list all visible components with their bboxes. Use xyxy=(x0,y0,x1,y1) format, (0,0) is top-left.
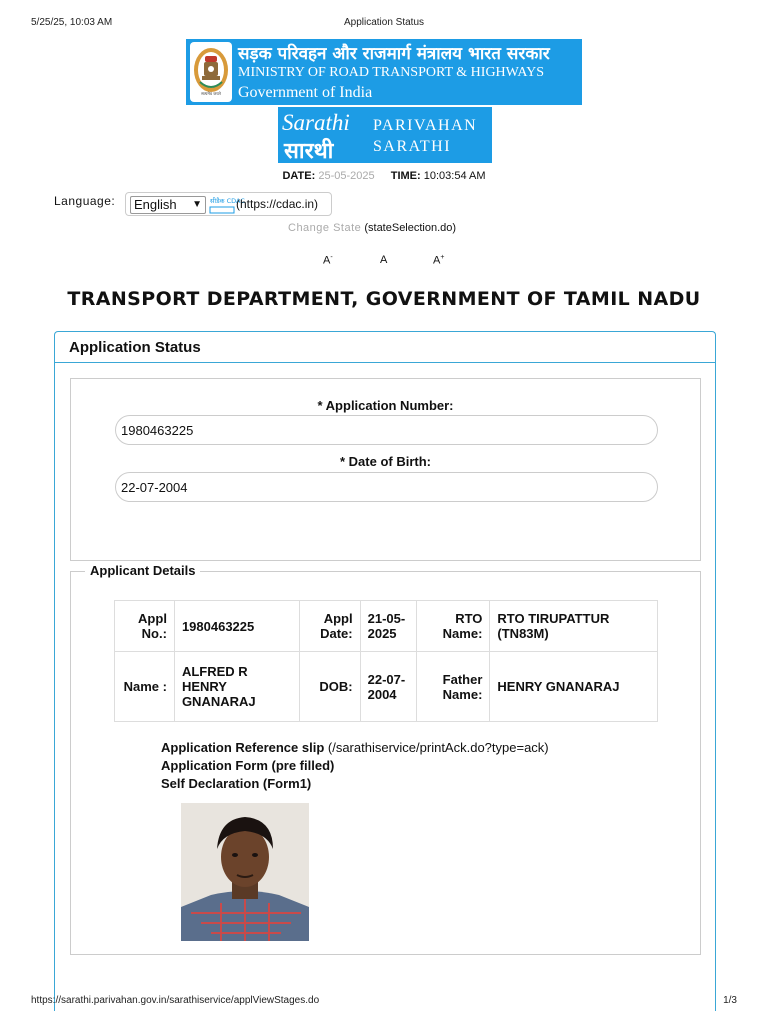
sarathi-logo-text: Sarathi xyxy=(282,110,350,135)
ministry-name: MINISTRY OF ROAD TRANSPORT & HIGHWAYS xyxy=(238,65,545,80)
application-number-label: * Application Number: xyxy=(317,398,454,413)
sarathi-line1: PARIVAHAN xyxy=(373,117,478,134)
language-selected: English xyxy=(134,197,177,212)
language-bar xyxy=(125,192,332,216)
sarathi-logo-hindi: सारथी xyxy=(284,139,334,164)
appl-date-value: 21-05-2025 xyxy=(360,601,416,652)
print-datetime: 5/25/25, 10:03 AM xyxy=(31,17,113,28)
sarathi-name xyxy=(373,115,477,157)
page-number: 1/3 xyxy=(723,995,737,1006)
panel-title: Application Status xyxy=(55,332,715,363)
print-title: Application Status xyxy=(343,17,425,28)
father-name-label: Father Name: xyxy=(416,652,490,722)
ministry-hindi-name: सड़क परिवहन और राजमार्ग मंत्रालय भारत सरकार xyxy=(238,44,550,64)
date-label: DATE: xyxy=(282,170,316,182)
national-emblem-icon xyxy=(190,42,232,102)
cdac-logo-icon[interactable] xyxy=(209,195,245,215)
language-select[interactable] xyxy=(130,196,206,214)
application-form-link[interactable]: Application Form (pre filled) xyxy=(161,758,335,773)
page-url: https://sarathi.parivahan.gov.in/sarathiservice/applViewStages.do xyxy=(31,995,320,1006)
print-footer xyxy=(31,995,737,1009)
language-label: Language: xyxy=(54,194,116,208)
chevron-down-icon: ▼ xyxy=(192,199,202,210)
search-form xyxy=(70,378,701,561)
appl-date-label: Appl Date: xyxy=(299,601,360,652)
table-row xyxy=(115,601,658,652)
dob-detail-value: 22-07-2004 xyxy=(360,652,416,722)
cdac-link[interactable]: (https://cdac.in) xyxy=(236,197,319,211)
applicant-details-table xyxy=(114,600,658,722)
emblem-motto: सत्यमेव जयते xyxy=(201,91,221,96)
name-value: ALFRED R HENRY GNANARAJ xyxy=(174,652,299,722)
application-status-panel xyxy=(54,331,716,1011)
font-size-controls xyxy=(0,254,768,268)
table-row xyxy=(115,652,658,722)
print-header xyxy=(31,17,737,31)
applicant-photo xyxy=(181,803,309,941)
sarathi-banner[interactable] xyxy=(278,107,492,163)
change-state-label[interactable]: Change State xyxy=(288,222,362,234)
document-links xyxy=(161,739,549,793)
self-declaration-link[interactable]: Self Declaration (Form1) xyxy=(161,776,312,791)
time-label: TIME: xyxy=(390,170,421,182)
application-number-input[interactable]: 1980463225 xyxy=(115,415,658,445)
date-value: 25-05-2025 xyxy=(318,170,375,182)
cdac-logo-text: सीडैक CDAC xyxy=(210,197,245,205)
reference-slip-link[interactable]: Application Reference slip xyxy=(161,740,325,755)
rto-name-label: RTO Name: xyxy=(416,601,490,652)
appl-no-label: Appl No.: xyxy=(115,601,175,652)
font-increase-button[interactable]: A+ xyxy=(433,254,445,267)
sarathi-line2: SARATHI xyxy=(373,138,452,155)
ministry-banner[interactable] xyxy=(186,39,582,105)
name-label: Name : xyxy=(115,652,175,722)
change-state[interactable] xyxy=(288,222,456,234)
reference-slip-href[interactable]: (/sarathiservice/printAck.do?type=ack) xyxy=(327,740,549,755)
rto-name-value: RTO TIRUPATTUR (TN83M) xyxy=(490,601,658,652)
applicant-details-legend: Applicant Details xyxy=(85,563,200,578)
department-title: TRANSPORT DEPARTMENT, GOVERNMENT OF TAMIL NADU xyxy=(67,288,701,310)
dob-label: * Date of Birth: xyxy=(340,454,431,469)
change-state-link[interactable]: (stateSelection.do) xyxy=(364,222,457,234)
dob-detail-label: DOB: xyxy=(299,652,360,722)
father-name-value: HENRY GNANARAJ xyxy=(490,652,658,722)
time-value: 10:03:54 AM xyxy=(423,170,486,182)
government-name: Government of India xyxy=(238,84,373,101)
font-decrease-button[interactable]: A- xyxy=(323,254,333,267)
current-datetime xyxy=(0,170,768,182)
font-normal-button[interactable]: A xyxy=(380,254,388,266)
appl-no-value: 1980463225 xyxy=(174,601,299,652)
dob-input[interactable]: 22-07-2004 xyxy=(115,472,658,502)
sarathi-logo-icon xyxy=(280,108,368,162)
